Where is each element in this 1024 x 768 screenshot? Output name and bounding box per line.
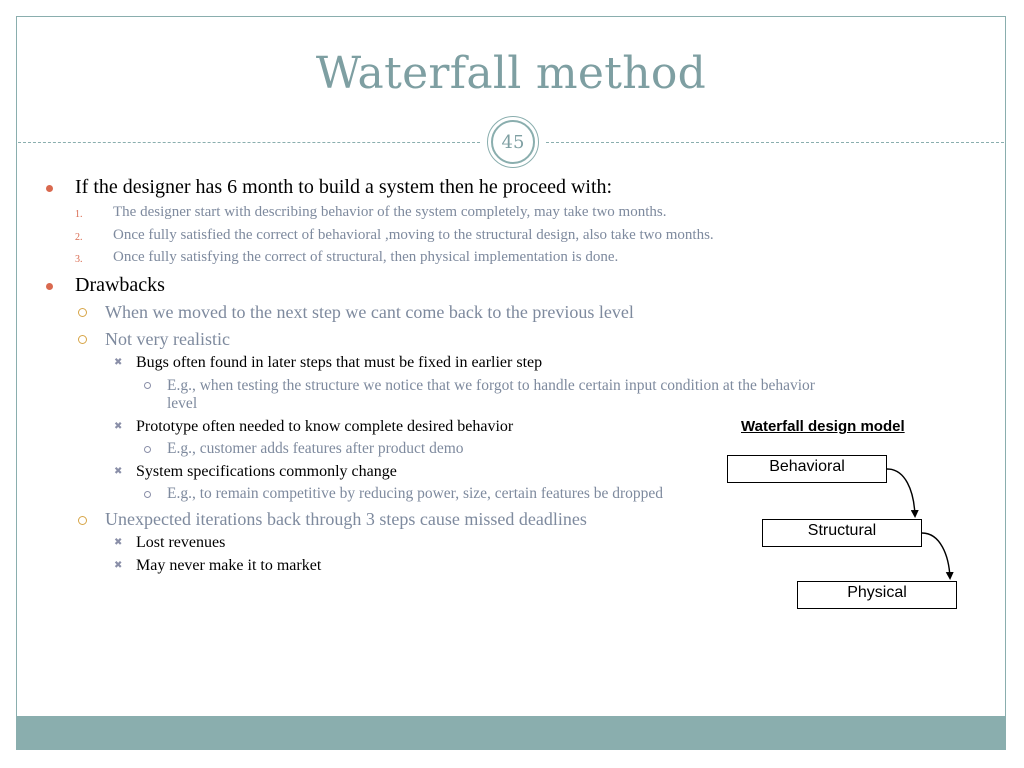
diagram-title: Waterfall design model — [741, 418, 905, 435]
step-text: The designer start with describing behavior of the system completely, may take two months. — [113, 204, 667, 220]
drawbacks-heading: Drawbacks — [75, 274, 165, 296]
bullet-x-icon: ✖ — [114, 357, 123, 368]
stage-box-physical: Physical — [797, 581, 957, 609]
bullet-x-icon: ✖ — [114, 421, 123, 432]
example-text: E.g., when testing the structure we notice that we forgot to handle certain input condition at the behavior — [167, 377, 815, 394]
deadline-point: Lost revenues — [136, 534, 226, 551]
step-text: Once fully satisfying the correct of structural, then physical implementation is done. — [113, 249, 619, 265]
stage-box-structural: Structural — [762, 519, 922, 547]
stage-box-behavioral: Behavioral — [727, 455, 887, 483]
deadline-point: May never make it to market — [136, 557, 322, 574]
step-marker: 3. — [75, 254, 83, 265]
realistic-point: Bugs often found in later steps that must be fixed in earlier step — [136, 354, 543, 371]
step-text: Once fully satisfied the correct of behavioral ,moving to the structural design, also take two months. — [113, 227, 714, 243]
slide-title: Waterfall method — [315, 48, 707, 99]
example-text-continued: level — [167, 395, 198, 412]
example-text: E.g., customer adds features after product demo — [167, 440, 464, 457]
drawback-item: When we moved to the next step we cant come back to the previous level — [105, 302, 634, 322]
arrow-behavioral-to-structural — [887, 469, 915, 516]
page-number: 45 — [491, 120, 535, 164]
intro-text: If the designer has 6 month to build a system then he proceed with: — [75, 176, 613, 198]
realistic-point: Prototype often needed to know complete desired behavior — [136, 418, 514, 435]
bullet-x-icon: ✖ — [114, 560, 123, 571]
step-marker: 1. — [75, 209, 83, 220]
example-text: E.g., to remain competitive by reducing power, size, certain features be dropped — [167, 485, 664, 502]
arrow-structural-to-physical — [922, 533, 950, 578]
bullet-x-icon: ✖ — [114, 537, 123, 548]
bullet-x-icon: ✖ — [114, 466, 123, 477]
step-marker: 2. — [75, 232, 83, 243]
drawback-item: Unexpected iterations back through 3 steps cause missed deadlines — [105, 509, 587, 529]
realistic-point: System specifications commonly change — [136, 463, 397, 480]
drawback-item: Not very realistic — [105, 329, 230, 349]
